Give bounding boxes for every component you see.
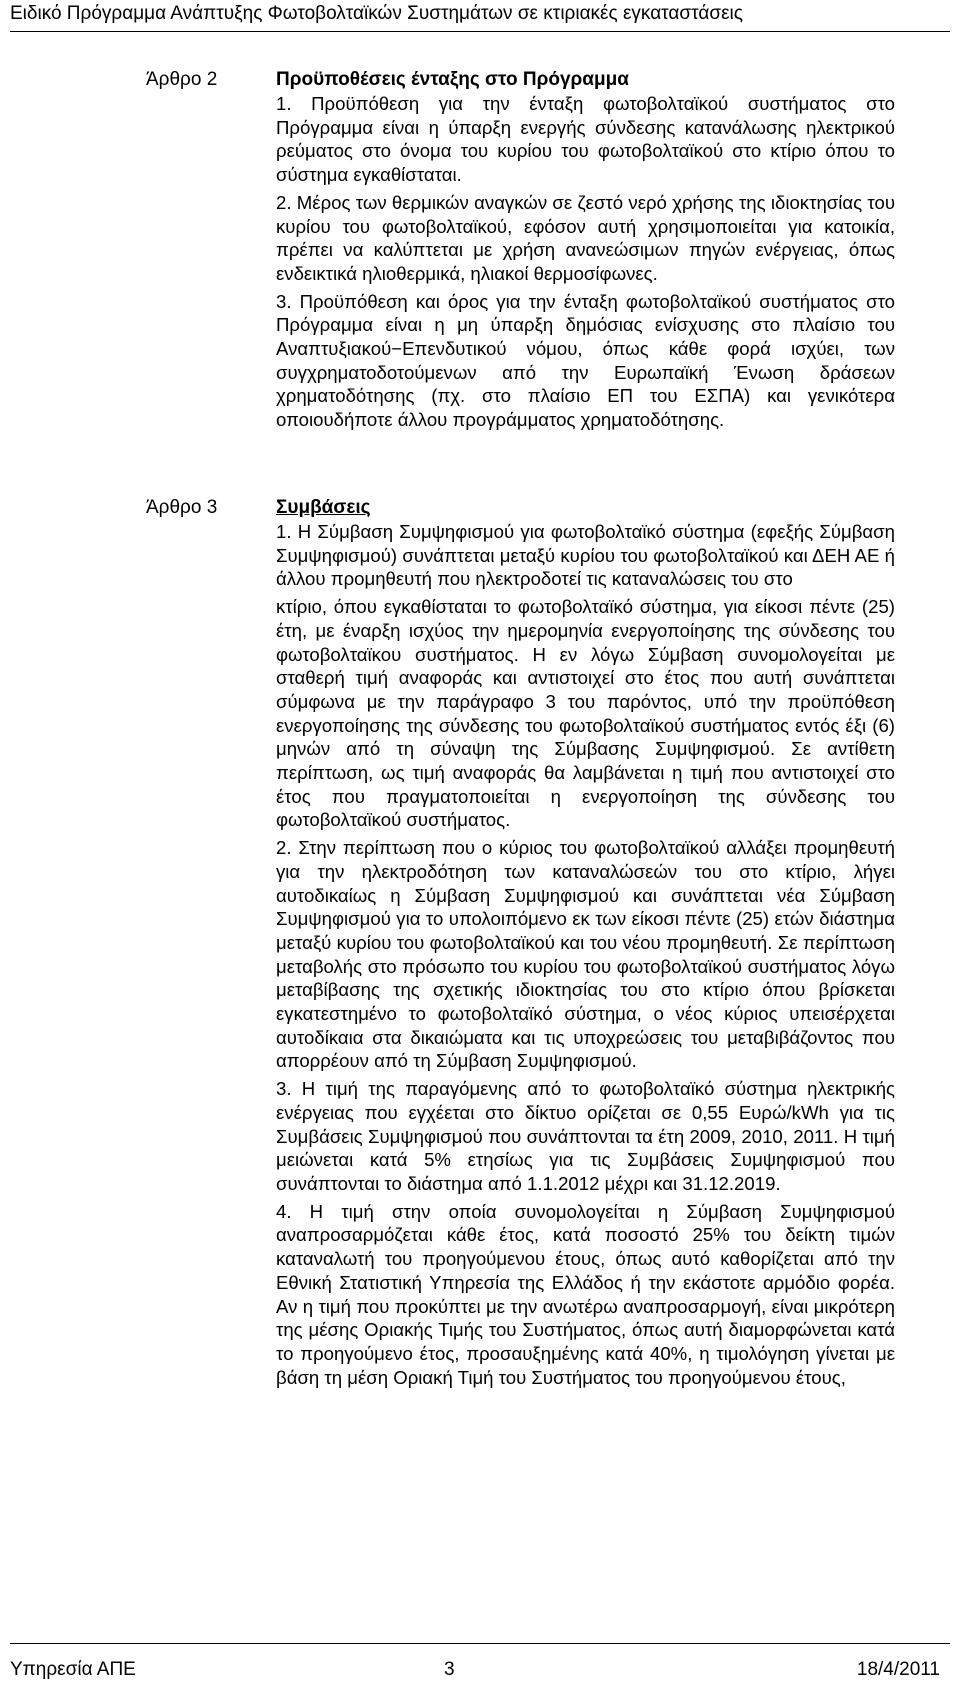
paragraph: 2. Μέρος των θερμικών αναγκών σε ζεστό νερό χρήσης της ιδιοκτησίας του κυρίου του φωτοβολταϊκού, εφόσον αυτή χρησιμοποιείται για κατοικία, πρέπει να καλύπτεται με χρήση ανανεώσιμων πηγών ενέργειας, όπως ενδεικτικά ηλιοθερμικά, ηλιακοί θερμοσίφωνες. — [276, 191, 895, 284]
article-title: Συμβάσεις — [276, 497, 371, 518]
page-footer — [10, 1643, 950, 1680]
article-label: Άρθρο 2 — [146, 69, 218, 90]
page-number: 3 — [444, 1659, 455, 1680]
paragraph: 2. Στην περίπτωση που ο κύριος του φωτοβολταϊκού αλλάξει προμηθευτή για την ηλεκτροδότηση των καταναλώσεών του στο κτίριο, λήγει αυτοδικαίως η Σύμβαση Συμψηφισμού και συνάπτεται νέα Σύμβαση Συμψηφισμού για το υπολοιπόμενο εκ των είκοσι πέντε (25) ετών διάστημα μεταξύ κυρίου του φωτοβολταϊκού και του νέου προμηθευτή. Σε περίπτωση μεταβολής στο πρόσωπο του κυρίου του φωτοβολταϊκού συστήματος λόγω μεταβίβασης της σχετικής ιδιοκτησίας του στο κτίριο όπου βρίσκεται εγκατεστημένο το φωτοβολταϊκό σύστημα, ο νέος κύριος υπεισέρχεται αυτοδίκαια στα δικαιώματα και τις υποχρεώσεις του μεταβιβάζοντος που απορρέουν από τη Σύμβαση Συμψηφισμού. — [276, 837, 895, 1072]
paragraph: 4. Η τιμή στην οποία συνομολογείται η Σύμβαση Συμψηφισμού αναπροσαρμόζεται κάθε έτος, κατά ποσοστό 25% του δείκτη τιμών καταναλωτή του προηγούμενου έτους, όπως αυτό καθορίζεται από την Εθνική Στατιστική Υπηρεσία της Ελλάδος ή την εκάστοτε αρμόδιο φορέα. Αν η τιμή που προκύπτει με την ανωτέρω αναπροσαρμογή, είναι μικρότερη της μέσης Οριακής Τιμής του Συστήματος, όπως αυτή διαμορφώνεται κατά το προηγούμενο έτος, προσαυξημένης κατά 40%, η τιμολόγηση γίνεται με βάση τη μέση Οριακή Τιμή του Συστήματος του προηγούμενου έτους, — [276, 1200, 895, 1388]
article-body — [276, 68, 895, 436]
page-header-title: Ειδικό Πρόγραμμα Ανάπτυξης Φωτοβολταϊκών Συστημάτων σε κτιριακές εγκαταστάσεις — [10, 3, 743, 24]
article-label: Άρθρο 3 — [146, 497, 218, 518]
article-body — [276, 496, 895, 1393]
footer-date: 18/4/2011 — [856, 1659, 940, 1680]
paragraph: 3. Η τιμή της παραγόμενης από το φωτοβολταϊκό σύστημα ηλεκτρικής ενέργειας που εγχέεται στο δίκτυο ορίζεται σε 0,55 Ευρώ/kWh για τις Συμβάσεις Συμψηφισμού που συνάπτονται τα έτη 2009, 2010, 2011. Η τιμή μειώνεται κατά 5% ετησίως για τις Συμβάσεις Συμψηφισμού που συνάπτονται το διάστημα από 1.1.2012 μέχρι και 31.12.2019. — [276, 1078, 895, 1194]
paragraph: κτίριο, όπου εγκαθίσταται το φωτοβολταϊκό σύστημα, για είκοσι πέντε (25) έτη, με έναρξη ισχύος την ημερομηνία ενεργοποίησης της σύνδεσης του φωτοβολταϊκου συστήματος. Η εν λόγω Σύμβαση συνομολογείται με σταθερή τιμή αναφοράς και αντιστοιχεί στο έτος που αυτή συνάπτεται σύμφωνα με την παράγραφο 3 του παρόντος, υπό την προϋπόθεση ενεργοποίησης της σύνδεσης του φωτοβολταϊκού συστήματος εντός έξι (6) μηνών από τη σύναψη της Σύμβασης Συμψηφισμού. Σε αντίθετη περίπτωση, ως τιμή αναφοράς θα λαμβάνεται η τιμή που αντιστοιχεί στο έτος που πραγματοποιείται η ενεργοποίηση της σύνδεσης του φωτοβολταϊκού συστήματος. — [276, 596, 895, 831]
footer-department: Υπηρεσία ΑΠΕ — [10, 1659, 136, 1680]
paragraph: 3. Προϋπόθεση και όρος για την ένταξη φωτοβολταϊκού συστήματος στο Πρόγραμμα είναι η μη ύπαρξη δημόσιας ενίσχυσης στο πλαίσιο του Αναπτυξιακού−Επενδυτικού νόμου, όπως κάθε φορά ισχύει, των συγχρηματοδοτούμενων από την Ευρωπαϊκή Ένωση δράσεων χρηματοδότησης (πχ. στο πλαίσιο ΕΠ του ΕΣΠΑ) και γενικότερα οποιουδήποτε άλλου προγράμματος χρηματοδότησης. — [276, 290, 895, 431]
article-title: Προϋποθέσεις ένταξης στο Πρόγραμμα — [276, 69, 629, 90]
paragraph: 1. Προϋπόθεση για την ένταξη φωτοβολταϊκού συστήματος στο Πρόγραμμα είναι η ύπαρξη ενεργής σύνδεσης κατανάλωσης ηλεκτρικού ρεύματος στο όνομα του κυρίου του φωτοβολταϊκού στο κτίριο όπου το σύστημα εγκαθίσταται. — [276, 93, 895, 186]
paragraph: 1. Η Σύμβαση Συμψηφισμού για φωτοβολταϊκό σύστημα (εφεξής Σύμβαση Συμψηφισμού) συνάπτεται μεταξύ κυρίου του φωτοβολταϊκού και ΔΕΗ ΑΕ ή άλλου προμηθευτή που ηλεκτροδοτεί τις καταναλώσεις του στο — [276, 521, 895, 590]
page-header — [10, 2, 950, 32]
